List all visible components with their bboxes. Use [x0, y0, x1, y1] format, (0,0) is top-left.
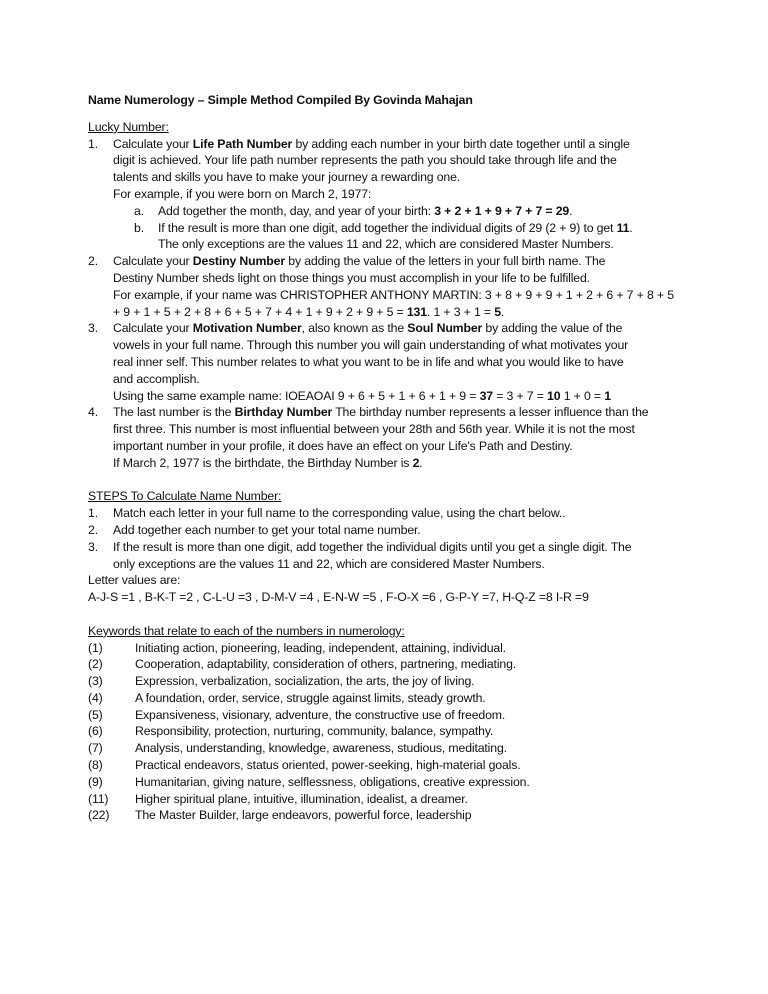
text-run: . [419, 455, 423, 470]
text-run: = 3 + 7 = [492, 388, 548, 403]
keywords-list [88, 640, 688, 825]
keyword-text: Practical endeavors, status oriented, power-seeking, high-material goals. [135, 758, 521, 773]
text-line [158, 203, 688, 220]
text-line [113, 304, 688, 321]
lucky-subitem-a [88, 203, 688, 220]
keywords-heading: Keywords that relate to each of the numbers in numerology: [88, 623, 405, 638]
lucky-item-1 [88, 136, 688, 203]
text-line [113, 253, 688, 270]
bold-term: 11 [616, 220, 630, 235]
text-run: . [500, 304, 505, 319]
keyword-text: The Master Builder, large endeavors, powerful force, leadership [135, 808, 472, 823]
item-number: 3. [88, 321, 98, 336]
text-run: The birthday number represents a lesser influence than the [332, 405, 649, 420]
text-run: Calculate your [113, 136, 193, 151]
spacer [88, 472, 688, 489]
text-line: only exceptions are the values 11 and 22, which are considered Master Numbers. [113, 556, 545, 571]
steps-heading: STEPS To Calculate Name Number: [88, 489, 282, 504]
spacer [88, 606, 688, 623]
bold-term: Birthday Number [234, 405, 333, 420]
bold-term: Life Path Number [192, 136, 293, 151]
subitem-letter: a. [134, 203, 144, 218]
item-number: 4. [88, 405, 98, 420]
keyword-number: (2) [88, 657, 103, 672]
text-line [113, 404, 688, 421]
lucky-subitem-b [88, 220, 688, 254]
document-title: Name Numerology – Simple Method Compiled By Govinda Mahajan [88, 93, 473, 107]
text-line: important number in your profile, it does have an effect on your Life's Path and Destiny. [113, 438, 573, 453]
keyword-row [88, 656, 688, 673]
text-line: Add together each number to get your total name number. [113, 522, 421, 537]
item-number: 2. [88, 522, 98, 537]
text-line: For example, if you were born on March 2, 1977: [113, 186, 372, 201]
subitem-letter: b. [134, 220, 144, 235]
lucky-item-4 [88, 404, 688, 471]
keyword-row [88, 791, 688, 808]
keyword-text: Responsibility, protection, nurturing, community, balance, sympathy. [135, 724, 494, 739]
letter-values-label: Letter values are: [88, 573, 181, 588]
text-line: first three. This number is most influential between your 28th and 56th year. While it is not the most [113, 422, 635, 437]
text-line: vowels in your full name. Through this number you will gain understanding of what motivates your [113, 338, 629, 353]
step-item-3 [88, 539, 688, 573]
text-line [113, 455, 688, 472]
lucky-item-3 [88, 320, 688, 404]
bold-term: Motivation Number [192, 321, 302, 336]
document-page [88, 92, 688, 824]
keyword-text: Higher spiritual plane, intuitive, illumination, idealist, a dreamer. [135, 791, 468, 806]
keyword-number: (9) [88, 774, 103, 789]
keyword-row [88, 640, 688, 657]
bold-term: 1 [604, 388, 611, 403]
text-line: real inner self. This number relates to what you want to be in life and what you would like to have [113, 354, 624, 369]
text-run: 1 + 0 = [560, 388, 605, 403]
keyword-number: (1) [88, 640, 103, 655]
keyword-row [88, 673, 688, 690]
text-run: Calculate your [113, 254, 193, 269]
text-run: by adding the value of the letters in your full birth name. The [284, 254, 606, 269]
text-run: by adding the value of the [482, 321, 623, 336]
text-run: If March 2, 1977 is the birthdate, the Birthday Number is [113, 455, 413, 470]
letter-values: A-J-S =1 , B-K-T =2 , C-L-U =3 , D-M-V =4 , E-N-W =5 , F-O-X =6 , G-P-Y =7, H-Q-Z =8 I-R =9 [88, 590, 589, 605]
text-line [113, 388, 688, 405]
step-item-1 [88, 505, 688, 522]
keyword-number: (22) [88, 808, 110, 823]
bold-term: Destiny Number [192, 254, 285, 269]
text-line [158, 220, 688, 237]
keyword-text: Expression, verbalization, socialization, the arts, the joy of living. [135, 674, 475, 689]
bold-term: 37 [479, 388, 493, 403]
keyword-number: (11) [88, 791, 109, 806]
text-line: Match each letter in your full name to the corresponding value, using the chart below.. [113, 506, 566, 521]
text-run: by adding each number in your birth date together until a single [292, 136, 630, 151]
keyword-row [88, 707, 688, 724]
item-number: 3. [88, 539, 98, 554]
keyword-number: (3) [88, 674, 103, 689]
text-line [113, 320, 688, 337]
text-run: The last number is the [113, 405, 235, 420]
text-run: Using the same example name: IOEAOAI 9 + 6 + 5 + 1 + 6 + 1 + 9 = [113, 388, 480, 403]
text-line: If the result is more than one digit, add together the individual digits until you get a single digit. The [113, 539, 632, 554]
item-number: 2. [88, 254, 98, 269]
bold-term: 5 [494, 304, 501, 319]
text-run: If the result is more than one digit, add together the individual digits of 29 (2 + 9) to get [158, 220, 617, 235]
keyword-number: (5) [88, 707, 103, 722]
text-run: Calculate your [113, 321, 193, 336]
text-line: digit is achieved. Your life path number represents the path you should take through life and the [113, 153, 617, 168]
bold-term: 3 + 2 + 1 + 9 + 7 + 7 = 29 [434, 203, 570, 218]
keyword-number: (8) [88, 758, 103, 773]
keyword-row [88, 807, 688, 824]
step-item-2 [88, 522, 688, 539]
keyword-row [88, 690, 688, 707]
text-line: The only exceptions are the values 11 and 22, which are considered Master Numbers. [158, 237, 614, 252]
bold-term: 2 [412, 455, 420, 470]
item-number: 1. [88, 506, 98, 521]
text-run: , also known as the [301, 321, 408, 336]
keyword-text: Cooperation, adaptability, consideration of others, partnering, mediating. [135, 657, 517, 672]
keyword-row [88, 723, 688, 740]
text-line: and accomplish. [113, 371, 200, 386]
text-line: For example, if your name was CHRISTOPHER ANTHONY MARTIN: 3 + 8 + 9 + 9 + 1 + 2 + 6 + 7 + 8 + 5 [113, 287, 674, 302]
text-run: + 9 + 1 + 5 + 2 + 8 + 6 + 5 + 7 + 4 + 1 + 9 + 2 + 9 + 5 = [113, 304, 407, 319]
lucky-number-heading: Lucky Number: [88, 119, 169, 134]
text-run: . 1 + 3 + 1 = [426, 304, 495, 319]
keyword-text: Humanitarian, giving nature, selflessness, obligations, creative expression. [135, 774, 530, 789]
keyword-number: (4) [88, 690, 103, 705]
keyword-row [88, 757, 688, 774]
text-run: . [569, 203, 573, 218]
text-line: talents and skills you have to make your journey a rewarding one. [113, 170, 461, 185]
keyword-row [88, 774, 688, 791]
keyword-number: (6) [88, 724, 103, 739]
text-line: Destiny Number sheds light on those things you must accomplish in your life to be fulfilled. [113, 270, 590, 285]
keyword-text: Initiating action, pioneering, leading, independent, attaining, individual. [135, 640, 506, 655]
keyword-number: (7) [88, 741, 103, 756]
keyword-text: Expansiveness, visionary, adventure, the constructive use of freedom. [135, 707, 506, 722]
bold-term: 131 [406, 304, 427, 319]
keyword-row [88, 740, 688, 757]
text-line [113, 136, 688, 153]
item-number: 1. [88, 136, 98, 151]
text-run: Add together the month, day, and year of your birth: [158, 203, 435, 218]
keyword-text: Analysis, understanding, knowledge, awareness, studious, meditating. [135, 741, 507, 756]
text-run: . [629, 220, 633, 235]
bold-term: Soul Number [407, 321, 483, 336]
bold-term: 10 [547, 388, 561, 403]
lucky-item-2 [88, 253, 688, 320]
keyword-text: A foundation, order, service, struggle against limits, steady growth. [135, 690, 486, 705]
